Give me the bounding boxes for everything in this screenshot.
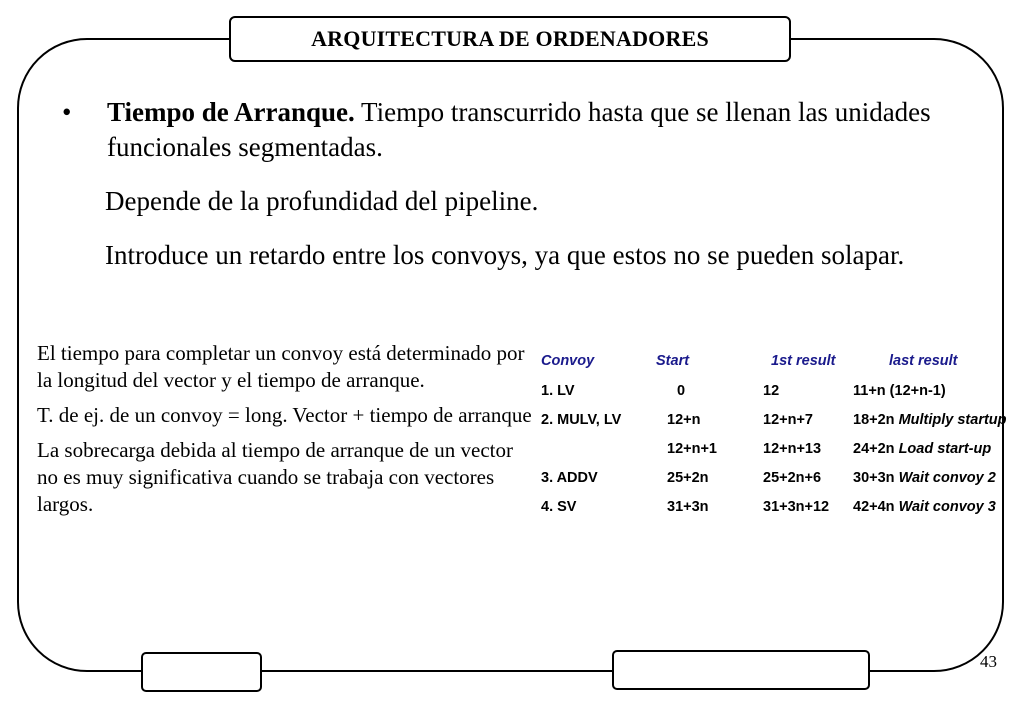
cell-last: [853, 383, 946, 399]
overhead-paragraph: La sobrecarga debida al tiempo de arranque de un vector no es muy significativa cuando se trabaja con vectores largos.: [37, 438, 513, 516]
cell-convoy: 2. MULV, LV: [541, 412, 622, 428]
cell-last-value: 11+n (12+n-1): [853, 383, 946, 399]
cell-convoy: 4. SV: [541, 499, 577, 515]
bullet-dot-icon: •: [62, 97, 72, 127]
cell-first: 31+3n+12: [763, 499, 830, 515]
header-start: Start: [656, 353, 690, 369]
footer-left-box: [141, 652, 262, 692]
cell-last-value: 30+3n: [853, 470, 895, 486]
cell-last: [853, 470, 996, 486]
cell-first: 12+n+7: [763, 412, 813, 428]
cell-first: 12: [763, 383, 780, 399]
cell-note: Multiply startup: [898, 412, 1007, 428]
cell-last-value: 42+4n: [853, 499, 895, 515]
cell-last: [853, 412, 1007, 428]
slide-title-box: [229, 16, 791, 62]
formula-paragraph: T. de ej. de un convoy = long. Vector + tiempo de arranque: [37, 403, 532, 427]
convoy-delay-text: Introduce un retardo entre los convoys, ya que estos no se pueden solapar.: [105, 240, 905, 270]
cell-convoy: 1. LV: [541, 383, 575, 399]
cell-start: 12+n: [667, 412, 701, 428]
cell-first: 12+n+13: [763, 441, 822, 457]
bullet-definition: Tiempo transcurrido hasta que se llenan las unidades funcionales segmentadas.: [107, 97, 931, 162]
header-first-result: 1st result: [771, 353, 836, 369]
explanation-paragraph: El tiempo para completar un convoy está determinado por la longitud del vector y el tiempo de arranque.: [37, 341, 525, 392]
bullet-block: [60, 95, 960, 273]
footer-right-box: [612, 650, 870, 690]
cell-last-value: 18+2n: [853, 412, 895, 428]
bullet-text: [107, 95, 960, 165]
cell-start: 12+n+1: [667, 441, 717, 457]
header-last-result: last result: [889, 353, 958, 369]
bullet-item: [60, 95, 960, 165]
bullet-term: Tiempo de Arranque.: [107, 97, 355, 127]
page-number: 43: [980, 652, 997, 671]
slide-title: ARQUITECTURA DE ORDENADORES: [311, 26, 709, 51]
cell-note: Wait convoy 2: [898, 470, 996, 486]
cell-start: 0: [677, 383, 686, 399]
cell-convoy: 3. ADDV: [541, 470, 598, 486]
cell-note: Wait convoy 3: [898, 499, 996, 515]
cell-note: Load start-up: [898, 441, 992, 457]
pipeline-depth-text: Depende de la profundidad del pipeline.: [105, 186, 539, 216]
explanation-column: [37, 340, 537, 526]
cell-start: 31+3n: [667, 499, 709, 515]
header-convoy: Convoy: [541, 353, 595, 369]
cell-first: 25+2n+6: [763, 470, 822, 486]
cell-last: [853, 441, 991, 457]
cell-last-value: 24+2n: [853, 441, 895, 457]
cell-last: [853, 499, 996, 515]
cell-start: 25+2n: [667, 470, 709, 486]
